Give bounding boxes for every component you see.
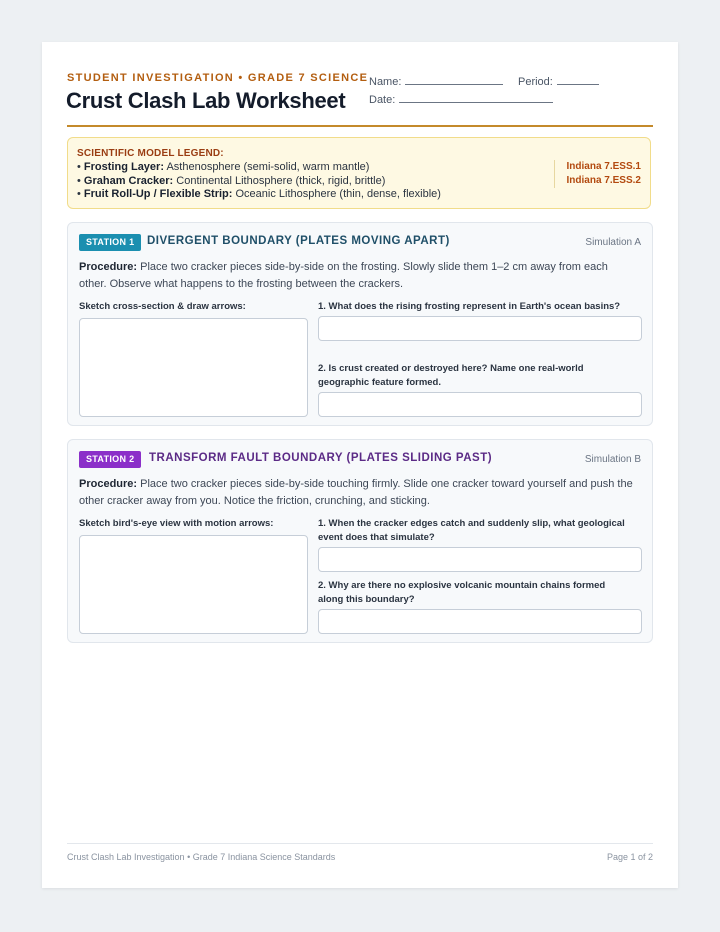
legend-item: • Graham Cracker: Continental Lithosphere (thick, rigid, brittle) bbox=[77, 175, 386, 187]
station-badge: STATION 2 bbox=[79, 451, 141, 468]
question-2: 2. Why are there no explosive volcanic mountain chains formed along this boundary? bbox=[318, 580, 606, 605]
date-field[interactable] bbox=[369, 93, 553, 106]
procedure-text bbox=[79, 476, 635, 510]
standard-tag: Indiana 7.ESS.2 bbox=[566, 175, 641, 186]
sketch-box[interactable] bbox=[79, 535, 308, 634]
name-line[interactable] bbox=[405, 75, 503, 85]
station-badge: STATION 1 bbox=[79, 234, 141, 251]
legend-term: Graham Cracker: bbox=[83, 175, 174, 187]
date-line[interactable] bbox=[399, 93, 553, 103]
header-kicker: STUDENT INVESTIGATION • GRADE 7 SCIENCE bbox=[67, 72, 369, 84]
legend-term: Frosting Layer: bbox=[83, 161, 164, 173]
legend-desc: Oceanic Lithosphere (thin, dense, flexible) bbox=[235, 188, 441, 200]
period-line[interactable] bbox=[557, 75, 599, 85]
date-label: Date: bbox=[369, 94, 396, 106]
sketch-label: Sketch bird's-eye view with motion arrows: bbox=[79, 518, 274, 529]
page-title: Crust Clash Lab Worksheet bbox=[66, 88, 346, 113]
station-2-card bbox=[67, 439, 653, 643]
worksheet-page bbox=[42, 42, 678, 888]
legend-term: Fruit Roll-Up / Flexible Strip: bbox=[83, 188, 233, 200]
name-label: Name: bbox=[369, 76, 402, 88]
answer-1-field[interactable] bbox=[318, 316, 642, 341]
station-1-card bbox=[67, 222, 653, 426]
answer-1-field[interactable] bbox=[318, 547, 642, 572]
station-title: DIVERGENT BOUNDARY (PLATES MOVING APART) bbox=[147, 235, 450, 247]
standard-tag: Indiana 7.ESS.1 bbox=[566, 161, 641, 172]
name-field[interactable] bbox=[369, 75, 503, 88]
footer-divider bbox=[67, 843, 653, 844]
sketch-box[interactable] bbox=[79, 318, 308, 417]
procedure-label: Procedure: bbox=[79, 478, 138, 490]
question-2: 2. Is crust created or destroyed here? Name one real-world geographic feature formed. bbox=[318, 363, 584, 388]
answer-2-field[interactable] bbox=[318, 609, 642, 634]
legend-desc: Continental Lithosphere (thick, rigid, brittle) bbox=[176, 175, 386, 187]
sketch-label: Sketch cross-section & draw arrows: bbox=[79, 301, 246, 312]
period-label: Period: bbox=[518, 76, 553, 88]
legend-item: • Fruit Roll-Up / Flexible Strip: Oceanic Lithosphere (thin, dense, flexible) bbox=[77, 188, 441, 200]
question-1: 1. What does the rising frosting represent in Earth's ocean basins? bbox=[318, 301, 621, 312]
header-divider bbox=[67, 125, 653, 127]
simulation-label: Simulation B bbox=[584, 454, 641, 465]
footer-text: Crust Clash Lab Investigation • Grade 7 Indiana Science Standards bbox=[67, 852, 336, 862]
simulation-label: Simulation A bbox=[585, 237, 641, 248]
procedure-body: Place two cracker pieces side-by-side touching firmly. Slide one cracker toward yourself and push the other cracker away from you. Notice the friction, crunching, and sticking. bbox=[79, 478, 633, 507]
page-number: Page 1 of 2 bbox=[606, 852, 653, 862]
legend-title: SCIENTIFIC MODEL LEGEND: bbox=[77, 148, 224, 159]
procedure-text bbox=[79, 259, 635, 293]
legend-desc: Asthenosphere (semi-solid, warm mantle) bbox=[166, 161, 370, 173]
station-title: TRANSFORM FAULT BOUNDARY (PLATES SLIDING PAST) bbox=[149, 452, 493, 464]
procedure-body: Place two cracker pieces side-by-side on the frosting. Slowly slide them 1–2 cm away from each other. Observe what happens to the frosting between the crackers. bbox=[79, 261, 608, 290]
legend-item: • Frosting Layer: Asthenosphere (semi-solid, warm mantle) bbox=[77, 161, 370, 173]
question-1: 1. When the cracker edges catch and suddenly slip, what geological event does that simulate? bbox=[318, 518, 625, 543]
model-legend bbox=[67, 137, 651, 209]
answer-2-field[interactable] bbox=[318, 392, 642, 417]
standards-list bbox=[554, 160, 641, 188]
period-field[interactable] bbox=[518, 75, 599, 88]
procedure-label: Procedure: bbox=[79, 261, 138, 273]
